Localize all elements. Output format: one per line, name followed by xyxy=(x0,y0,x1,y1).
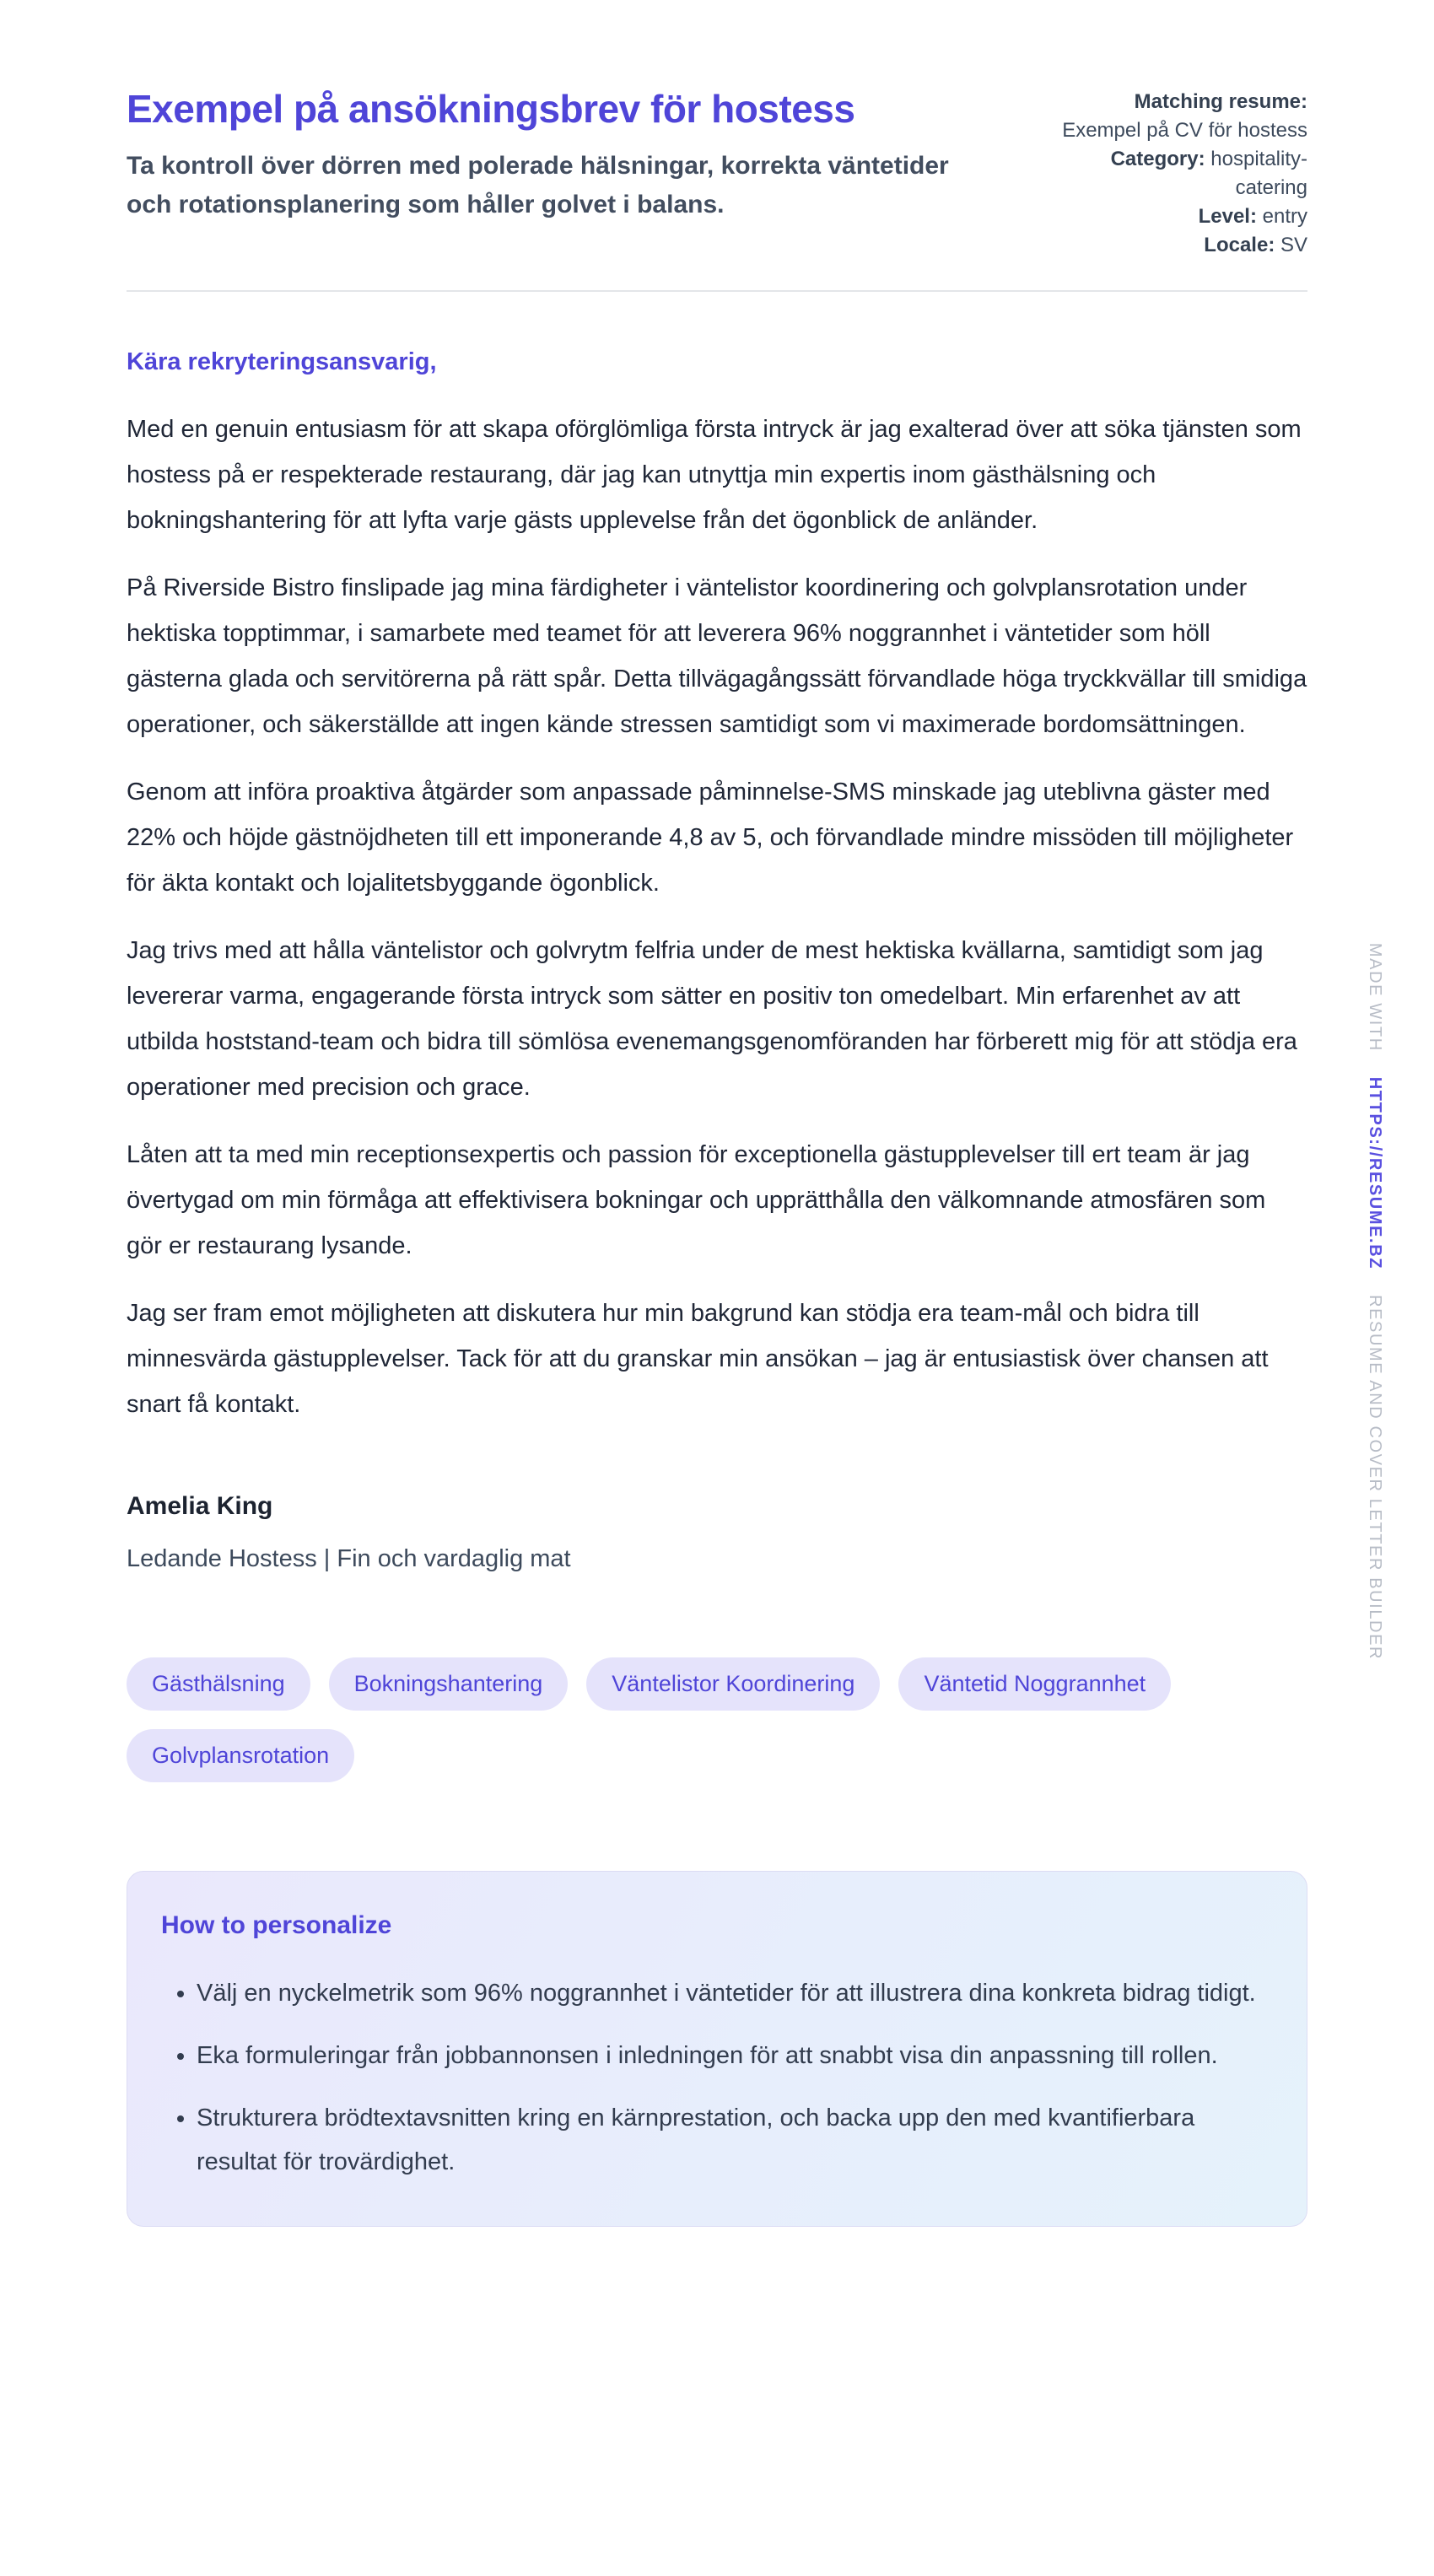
signature-role: Ledande Hostess | Fin och vardaglig mat xyxy=(127,1545,571,1572)
page-title: Exempel på ansökningsbrev för hostess xyxy=(127,87,855,131)
skill-tag: Bokningshantering xyxy=(329,1657,569,1711)
page-header xyxy=(127,84,1307,292)
meta-locale xyxy=(1054,231,1307,260)
meta-category-value: hospitality-catering xyxy=(1210,148,1307,199)
skill-tag: Väntetid Noggrannhet xyxy=(898,1657,1171,1711)
header-title-block xyxy=(127,84,995,224)
skill-tag: Gästhälsning xyxy=(127,1657,310,1711)
skill-tag: Golvplansrotation xyxy=(127,1729,354,1782)
signature-name: Amelia King xyxy=(127,1492,273,1520)
letter-paragraph: Jag trivs med att hålla väntelistor och golvrytm felfria under de mest hektiska kvällarna, samtidigt som jag levererar varma, engagerande första intryck som sätter en positiv ton omedelbart. Min erfarenhet av att utbilda hoststand-team och bidra till sömlösa evenemangsgenomföranden har förberett mig för att stödja era operationer med precision och grace. xyxy=(127,937,1297,1101)
tip-item: • Välj en nyckelmetrik som 96% noggrannhet i väntetider för att illustrera dina konkreta bidrag tidigt. xyxy=(197,1971,1259,2015)
letter-paragraph: På Riverside Bistro finslipade jag mina färdigheter i väntelistor koordinering och golvplansrotation under hektiska topptimmar, i samarbete med teamet för att leverera 96% noggrannhet i väntetider som höll gästerna glada och servitörerna på rätt spår. Detta tillvägagångssätt förvandlade höga tryckkvällar till smidiga operationer, och säkerställde att ingen kände stressen samtidigt som vi maximerade bordomsättningen. xyxy=(127,574,1307,738)
tip-item: • Eka formuleringar från jobbannonsen i inledningen för att snabbt visa din anpassning till rollen. xyxy=(197,2034,1259,2078)
letter-paragraph: Genom att införa proaktiva åtgärder som anpassade påminnelse-SMS minskade jag uteblivna gäster med 22% och höjde gästnöjdheten till ett imponerande 4,8 av 5, och förvandlade mindre missöden till möjligheter för äkta kontakt och lojalitetsbyggande ögonblick. xyxy=(127,779,1294,897)
meta-matching-resume xyxy=(1054,88,1307,145)
letter-paragraph: Låten att ta med min receptionsexpertis och passion för exceptionella gästupplevelser till ert team är jag övertygad om min förmåga att effektivisera bokningar och upprätthålla den välkomnande atmosfären som gör er restaurang lysande. xyxy=(127,1141,1266,1259)
tips-list xyxy=(161,1971,1259,2184)
meta-level xyxy=(1054,202,1307,231)
skill-tag-list xyxy=(127,1657,1299,1782)
meta-category-label: Category: xyxy=(1110,148,1205,170)
letter-body xyxy=(127,339,1307,1577)
tips-title: How to personalize xyxy=(161,1911,392,1939)
meta-matching-resume-label: Matching resume: xyxy=(1134,90,1307,113)
meta-matching-resume-value: Exempel på CV för hostess xyxy=(1062,119,1307,142)
letter-greeting: Kära rekryteringsansvarig, xyxy=(127,348,437,375)
meta-category xyxy=(1054,145,1307,202)
how-to-personalize-box xyxy=(127,1871,1307,2227)
tip-item: • Strukturera brödtextavsnitten kring en kärnprestation, och backa upp den med kvantifierbara resultat för trovärdighet. xyxy=(197,2096,1259,2184)
page-subtitle: Ta kontroll över dörren med polerade hälsningar, korrekta väntetider och rotationsplanering som håller golvet i balans. xyxy=(127,152,949,218)
meta-level-value: entry xyxy=(1262,205,1307,228)
letter-signature xyxy=(127,1488,1307,1577)
skill-tag: Väntelistor Koordinering xyxy=(586,1657,880,1711)
letter-paragraph: Med en genuin entusiasm för att skapa oförglömliga första intryck är jag exalterad över att söka tjänsten som hostess på er respekterade restaurang, där jag kan utnyttja min expertis inom gästhälsning och bokningshantering för att lyfta varje gästs upplevelse från det ögonblick de anländer. xyxy=(127,416,1302,534)
watermark-prefix: MADE WITH xyxy=(1366,942,1385,1052)
site-watermark xyxy=(1362,922,1388,1681)
meta-level-label: Level: xyxy=(1198,205,1257,228)
watermark-suffix: RESUME AND COVER LETTER BUILDER xyxy=(1366,1295,1385,1661)
letter-paragraph: Jag ser fram emot möjligheten att diskutera hur min bakgrund kan stödja era team-mål och bidra till minnesvärda gästupplevelser. Tack för att du granskar min ansökan – jag är entusiastisk över chansen att snart få kontakt. xyxy=(127,1300,1269,1418)
meta-locale-value: SV xyxy=(1280,234,1307,256)
watermark-site-link[interactable]: HTTPS://RESUME.BZ xyxy=(1366,1076,1385,1270)
meta-locale-label: Locale: xyxy=(1204,234,1275,256)
header-meta xyxy=(1054,84,1307,260)
